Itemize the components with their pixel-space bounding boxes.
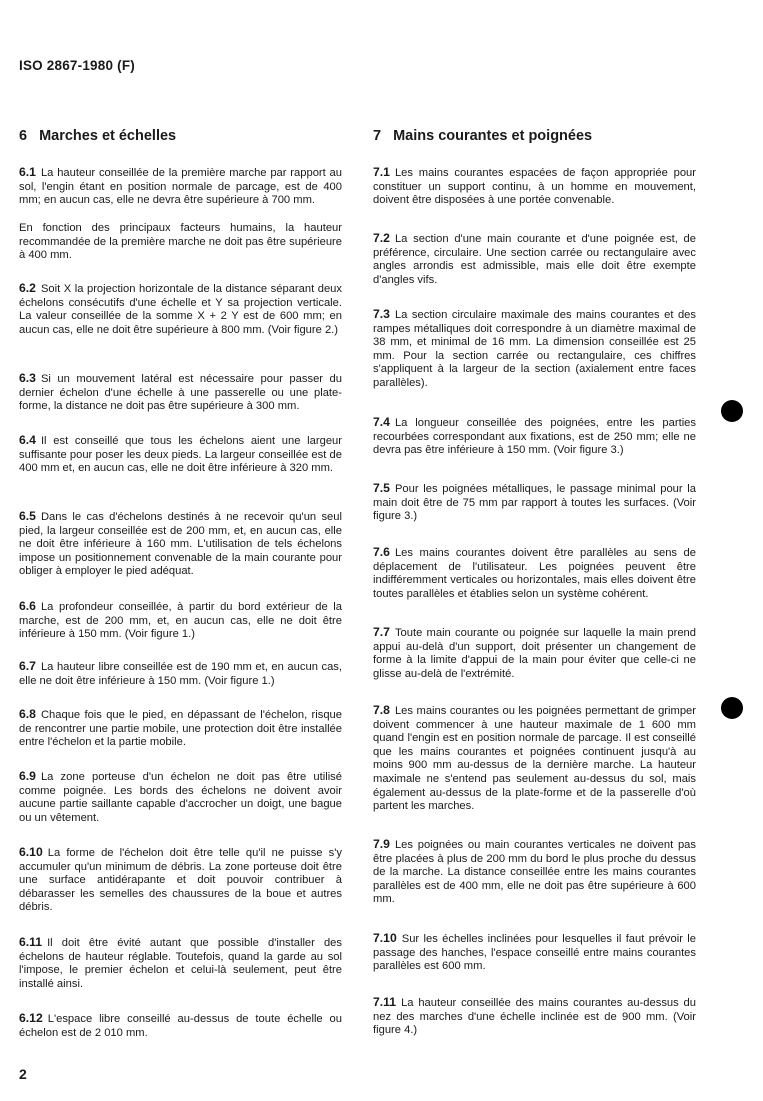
revision-marker-dot [721, 400, 743, 422]
paragraph-7-6: 7.6 Les mains courantes doivent être parallèles au sens de déplacement de l'utilisateur. Les poignées peuvent être indifféremment verticales ou horizontales, mais elles doivent être toutes parallèles et établies selon un système cohérent. [373, 545, 696, 600]
section-title: Mains courantes et poignées [393, 128, 593, 144]
paragraph-7-11: 7.11 La hauteur conseillée des mains courantes au-dessus du nez des marches d'une échelle inclinée est de 900 mm. (Voir figure 4.) [373, 995, 696, 1037]
paragraph-7-5: 7.5 Pour les poignées métalliques, le passage minimal pour la main doit être de 75 mm par rapport à toutes les surfaces. (Voir figure 3.) [373, 481, 696, 523]
paragraph-7-10: 7.10 Sur les échelles inclinées pour lesquelles il faut prévoir le passage des hanches, l'espace conseillé entre mains courantes parallèles est 600 mm. [373, 931, 696, 973]
paragraph-7-8: 7.8 Les mains courantes ou les poignées permettant de grimper doivent commencer à une hauteur maximale de 1 600 mm quand l'engin est en position normale de parcage. Il est conseillé que les mains courantes et poignées continuent jusqu'à au moins 900 mm au-dessus de la dernière marche. La hauteur maximale ne s'entend pas seulement au-dessus du sol, mais également au-dessus de la plate-forme et de la passerelle d'où partent les marches. [373, 703, 696, 813]
section-7-heading [373, 128, 696, 144]
paragraph-7-4: 7.4 La longueur conseillée des poignées, entre les parties recourbées correspondant aux fixations, est de 250 mm; elle ne devra pas être inférieure à 150 mm. (Voir figure 3.) [373, 415, 696, 457]
paragraph-6-4: 6.4 Il est conseillé que tous les échelons aient une largeur suffisante pour poser les deux pieds. La largeur conseillée est de 400 mm et, en aucun cas, elle ne doit être inférieure à 320 mm. [19, 433, 342, 475]
section-title: Marches et échelles [39, 128, 177, 144]
section-number: 6 [19, 128, 28, 144]
paragraph-6-6: 6.6 La profondeur conseillée, à partir du bord extérieur de la marche, est de 200 mm, et, en aucun cas, elle ne doit être inférieure à 150 mm. (Voir figure 1.) [19, 599, 342, 641]
paragraph-7-9: 7.9 Les poignées ou main courantes verticales ne doivent pas être placées à plus de 200 mm du bord le plus proche du dessus de la marche. La distance conseillée entre les mains courantes parallèles est de 400 mm, elle ne doit pas être supérieure à 600 mm. [373, 837, 696, 906]
section-7-column [373, 128, 696, 1037]
paragraph-6-12: 6.12 L'espace libre conseillé au-dessus de toute échelle ou échelon est de 2 010 mm. [19, 1011, 342, 1039]
paragraph-6-10: 6.10 La forme de l'échelon doit être telle qu'il ne puisse s'y accumuler qu'un minimum de débris. La zone porteuse doit être une surface antidérapante et doit pouvoir contribuer à débarasser les semelles des chaussures de la boue et autres débris. [19, 845, 342, 914]
paragraph-6-8: 6.8 Chaque fois que le pied, en dépassant de l'échelon, risque de rencontrer une partie mobile, une protection doit être installée entre l'échelon et la partie mobile. [19, 707, 342, 749]
paragraph-6-7: 6.7 La hauteur libre conseillée est de 190 mm et, en aucun cas, elle ne doit être inférieure à 150 mm. (Voir figure 1.) [19, 659, 342, 687]
paragraph-6-1-note: En fonction des principaux facteurs humains, la hauteur recommandée de la première marche ne doit pas être supérieure à 400 mm. [19, 222, 342, 262]
paragraph-6-3: 6.3 Si un mouvement latéral est nécessaire pour passer du dernier échelon d'une échelle à une passerelle ou une plate-forme, la distance ne doit pas être supérieure à 300 mm. [19, 371, 342, 413]
paragraph-7-7: 7.7 Toute main courante ou poignée sur laquelle la main prend appui au-delà d'un support, doit présenter un changement de forme à la limite d'appui de la main pour éviter que celle-ci ne glisse au-delà de l'extrémité. [373, 625, 696, 680]
section-6-heading [19, 128, 342, 144]
revision-marker-dot [721, 697, 743, 719]
section-number: 7 [373, 128, 382, 144]
document-header: ISO 2867-1980 (F) [19, 58, 135, 73]
paragraph-6-2: 6.2 Soit X la projection horizontale de la distance séparant deux échelons consécutifs d'une échelle et Y sa projection verticale. La valeur conseillée de la somme X + 2 Y est de 600 mm; en aucun cas, elle ne doit être supérieure à 800 mm. (Voir figure 2.) [19, 281, 342, 336]
section-6-column [19, 128, 342, 1039]
paragraph-6-11: 6.11 Il doit être évité autant que possible d'installer des échelons de hauteur réglable. Toutefois, quand la garde au sol l'impose, le premier échelon et celui-là seulement, peut être installé ainsi. [19, 935, 342, 990]
paragraph-7-2: 7.2 La section d'une main courante et d'une poignée est, de préférence, circulaire. Une section carrée ou rectangulaire avec angles arrondis est admissible, mais elle doit être exempte d'angles vifs. [373, 231, 696, 286]
paragraph-6-9: 6.9 La zone porteuse d'un échelon ne doit pas être utilisé comme poignée. Les bords des échelons ne doivent avoir aucune partie saillante capable d'accrocher un doigt, une bague ou un vêtement. [19, 769, 342, 824]
paragraph-6-5: 6.5 Dans le cas d'échelons destinés à ne recevoir qu'un seul pied, la largeur conseillée est de 200 mm, et, en aucun cas, elle ne doit être inférieure à 160 mm. L'utilisation de tels échelons impose un positionnement convenable de la main courante pour obliger à employer le pied adéquat. [19, 509, 342, 578]
paragraph-6-1: 6.1 La hauteur conseillée de la première marche par rapport au sol, l'engin étant en position normale de parcage, est de 400 mm; en aucun cas, elle ne devra être supérieure à 700 mm. [19, 165, 342, 207]
paragraph-7-3: 7.3 La section circulaire maximale des mains courantes et des rampes métalliques doit correspondre à un diamètre maximal de 38 mm, et minimal de 16 mm. La dimension conseillée est 25 mm. Pour la section carrée ou rectangulaire, ces chiffres s'appliquent à la largeur de la section (axialement entre faces parallèles). [373, 307, 696, 389]
paragraph-7-1: 7.1 Les mains courantes espacées de façon appropriée pour constituer un support continu, à un homme en mouvement, doivent être disposées à une portée convenable. [373, 165, 696, 207]
page-number: 2 [19, 1066, 27, 1082]
